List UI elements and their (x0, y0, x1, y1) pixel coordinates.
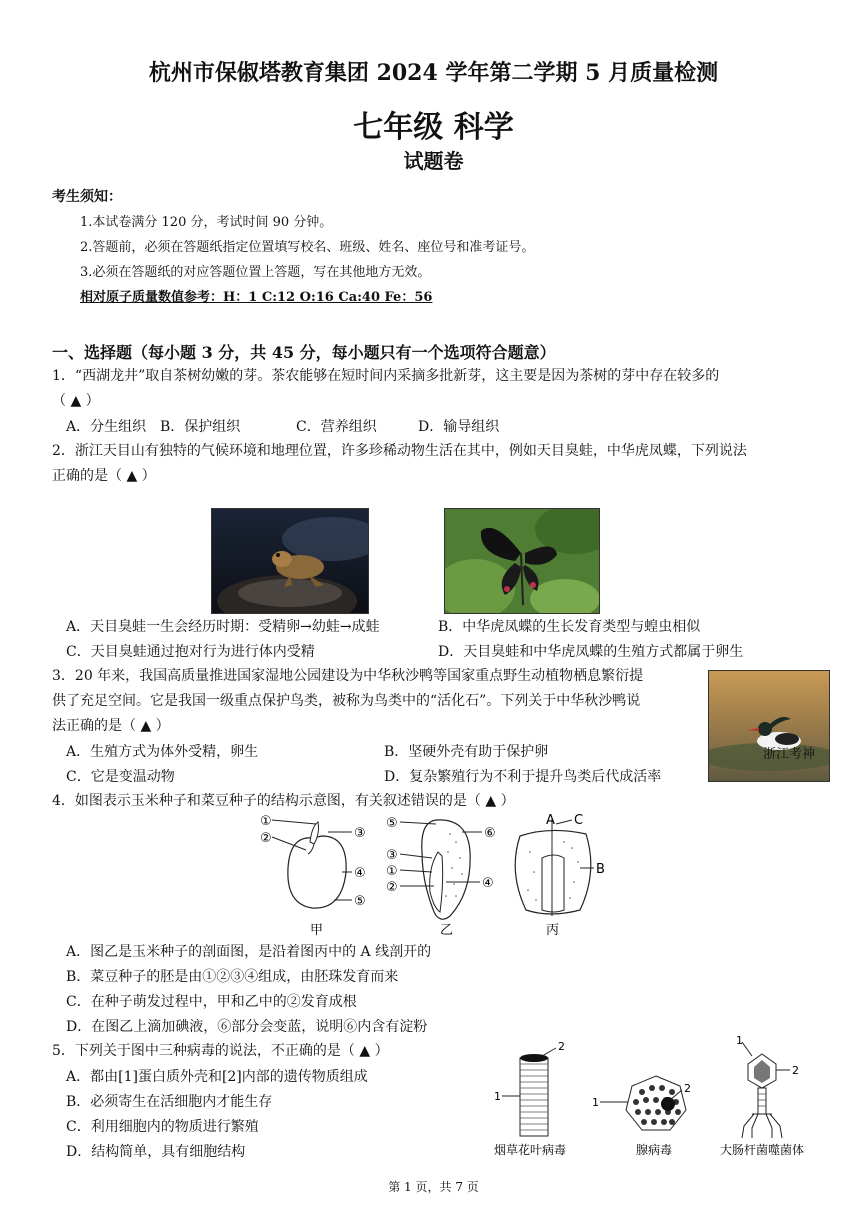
q4-option-c: C．在种子萌发过程中，甲和乙中的②发育成根 (66, 994, 357, 1010)
atomic-mass-reference: 相对原子质量数值参考：H：1 C:12 O:16 Ca:40 Fe：56 (80, 290, 433, 305)
q5-option-a: A．都由[1]蛋白质外壳和[2]内部的遗传物质组成 (66, 1069, 368, 1085)
label-yi: 乙 (440, 923, 454, 938)
virus-label-2: 2 (684, 1082, 691, 1095)
bacteriophage-figure (720, 1034, 804, 1157)
label-5: ⑤ (386, 816, 398, 831)
q2-option-a: A．天目臭蛙一生会经历时期：受精卵→幼蛙→成蛙 (66, 619, 380, 635)
label-2: ② (260, 831, 272, 846)
label-B: B (596, 862, 605, 877)
q1-stem-end: （ ▲ ） (52, 393, 100, 409)
label-jia: 甲 (310, 923, 324, 938)
frog-photo (211, 508, 369, 614)
q3-stem: 3．20 年来，我国高质量推进国家湿地公园建设为中华秋沙鸭等国家重点野生动植物栖息繁衍提 (52, 668, 644, 684)
q1-option-b: B．保护组织 (160, 419, 241, 435)
label-3: ③ (386, 848, 398, 863)
q3-option-c: C．它是变温动物 (66, 769, 175, 785)
merganser-photo (708, 670, 830, 782)
q5-option-d: D．结构简单，具有细胞结构 (66, 1144, 246, 1160)
q4-stem: 4．如图表示玉米种子和菜豆种子的结构示意图，有关叙述错误的是（ ▲ ） (52, 793, 515, 809)
seed-structure-diagram (250, 812, 620, 940)
q1-option-a: A．分生组织 (66, 419, 147, 435)
label-C: C (574, 813, 584, 828)
q4-option-b: B．菜豆种子的胚是由①②③④组成，由胚珠发育而来 (66, 969, 399, 985)
q1-stem: 1．“西湖龙井”取自茶树幼嫩的芽。茶农能够在短时间内采摘多批新芽，这主要是因为茶树的芽中存在较多的 (52, 368, 720, 384)
virus-name-adeno: 腺病毒 (636, 1143, 673, 1157)
notice-item: 3.必须在答题纸的对应答题位置上答题，写在其他地方无效。 (80, 265, 431, 280)
notice-item: 1.本试卷满分 120 分，考试时间 90 分钟。 (80, 215, 333, 230)
q3-stem-end: 法正确的是（ ▲ ） (52, 718, 170, 734)
q3-option-a: A．生殖方式为体外受精，卵生 (66, 744, 259, 760)
section-title: 一、选择题（每小题 3 分，共 45 分，每小题只有一个选项符合题意） (52, 343, 556, 362)
q1-option-c: C．营养组织 (296, 419, 377, 435)
virus-name-phage: 大肠杆菌噬菌体 (720, 1143, 805, 1157)
watermark: 浙江考神 (763, 747, 816, 762)
label-6: ⑥ (484, 826, 496, 841)
notice-heading: 考生须知： (52, 189, 122, 205)
q5-option-b: B．必须寄生在活细胞内才能生存 (66, 1094, 273, 1110)
virus-label-1: 1 (592, 1096, 599, 1109)
exam-title: 杭州市保俶塔教育集团 2024 学年第二学期 5 月质量检测 (148, 60, 719, 86)
grade-subject-title: 七年级 科学 (353, 110, 514, 145)
q3-option-d: D．复杂繁殖行为不利于提升鸟类后代成活率 (384, 769, 662, 785)
q5-stem: 5．下列关于图中三种病毒的说法，不正确的是（ ▲ ） (52, 1043, 389, 1059)
q2-option-b: B．中华虎凤蝶的生长发育类型与蝗虫相似 (438, 619, 701, 635)
virus-label-1: 1 (494, 1090, 501, 1103)
q4-option-d: D．在图乙上滴加碘液，⑥部分会变蓝，说明⑥内含有淀粉 (66, 1019, 428, 1035)
label-1: ① (386, 864, 398, 879)
virus-diagram (486, 1034, 826, 1162)
corn-seed-section-figure (386, 816, 496, 938)
label-bing: 丙 (546, 923, 560, 938)
page-number: 第 1 页，共 7 页 (388, 1180, 479, 1194)
label-3: ③ (354, 826, 366, 841)
q2-stem: 2．浙江天目山有独特的气候环境和地理位置，许多珍稀动物生活在其中，例如天目臭蛙，中华虎凤蝶，下列说法 (52, 443, 747, 459)
q2-stem-end: 正确的是（ ▲ ） (52, 468, 156, 484)
label-A: A (546, 813, 555, 828)
label-5: ⑤ (354, 894, 366, 909)
bean-seed-figure (260, 814, 366, 938)
label-4: ④ (354, 866, 366, 881)
label-2: ② (386, 880, 398, 895)
virus-label-2: 2 (558, 1040, 565, 1053)
q5-option-c: C．利用细胞内的物质进行繁殖 (66, 1119, 259, 1135)
paper-type: 试题卷 (403, 149, 464, 173)
q4-option-a: A．图乙是玉米种子的剖面图，是沿着图丙中的 A 线剖开的 (66, 944, 432, 960)
q3-option-b: B．坚硬外壳有助于保护卵 (384, 744, 549, 760)
butterfly-photo (444, 508, 600, 614)
notice-item: 2.答题前，必须在答题纸指定位置填写校名、班级、姓名、座位号和准考证号。 (80, 240, 535, 255)
q2-option-c: C．天目臭蛙通过抱对行为进行体内受精 (66, 644, 315, 660)
q2-option-d: D．天目臭蛙和中华虎凤蝶的生殖方式都属于卵生 (438, 644, 744, 660)
q1-option-d: D．输导组织 (418, 419, 500, 435)
virus-name-tmv: 烟草花叶病毒 (494, 1143, 567, 1157)
label-1: ① (260, 814, 272, 829)
corn-seed-front-figure (515, 813, 605, 938)
q3-stem-2: 供了充足空间。它是我国一级重点保护鸟类，被称为鸟类中的“活化石”。下列关于中华秋沙鸭说 (52, 693, 641, 709)
adenovirus-figure (592, 1076, 691, 1157)
tobacco-mosaic-virus-figure (494, 1040, 566, 1157)
label-4: ④ (482, 876, 494, 891)
virus-label-2: 2 (792, 1064, 799, 1077)
virus-label-1: 1 (736, 1034, 743, 1047)
